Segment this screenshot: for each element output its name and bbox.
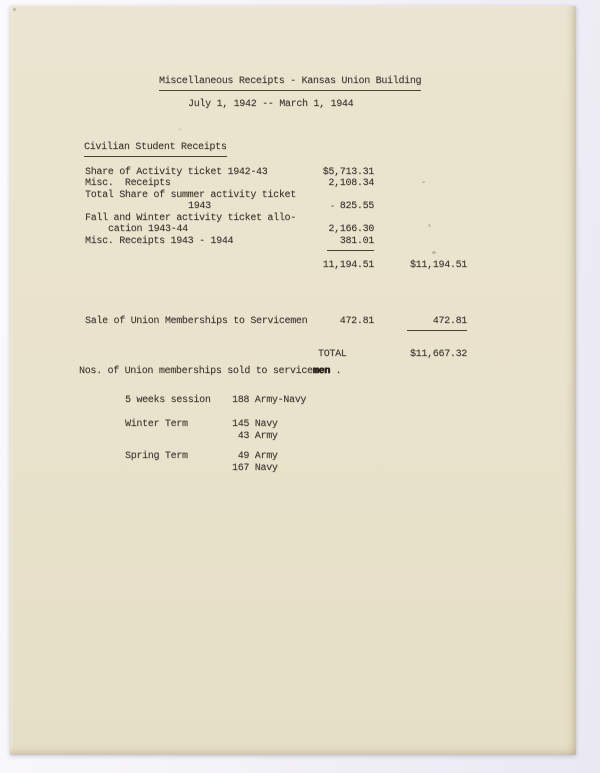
row-amount: 825.55: [339, 201, 374, 212]
paper-speck: [428, 224, 431, 227]
total-amount: $11,667.32: [409, 349, 467, 360]
total-label: TOTAL: [318, 349, 347, 360]
paper-speck: [432, 251, 436, 254]
row-amount: $5,713.31: [322, 167, 374, 178]
sale-row-amount-carried: 472.81: [407, 316, 467, 331]
membership-count: 145 Navy: [232, 419, 278, 430]
membership-count: 188 Army-Navy: [232, 395, 307, 406]
membership-count: 43 Army: [232, 431, 278, 442]
row-label: Total Share of summer activity ticket: [85, 190, 296, 201]
memberships-note: [79, 366, 341, 378]
document-title: Miscellaneous Receipts - Kansas Union Building: [159, 76, 421, 91]
membership-term: 5 weeks session: [125, 395, 211, 406]
sale-row-label: Sale of Union Memberships to Servicemen: [85, 316, 308, 327]
subtotal-amount-carried: $11,194.51: [409, 260, 467, 271]
membership-count: 49 Army: [232, 451, 278, 462]
row-label: Fall and Winter activity ticket allo-: [85, 213, 296, 224]
memberships-note-tail: .: [329, 366, 342, 377]
memberships-note-lead: Nos. of Union memberships sold to service: [79, 366, 313, 377]
paper-speck: [178, 128, 182, 131]
row-label: Misc. Receipts: [85, 178, 171, 189]
sale-row-amount: 472.81: [339, 316, 374, 327]
row-label: Share of Activity ticket 1942-43: [85, 167, 268, 178]
row-label: 1943: [188, 201, 211, 212]
row-amount: 2,108.34: [328, 178, 374, 189]
paper-speck: [422, 181, 425, 183]
membership-term: Winter Term: [125, 419, 188, 430]
row-amount: 2,166.30: [328, 224, 374, 235]
paper-speck: [13, 8, 16, 11]
section-heading: Civilian Student Receipts: [84, 142, 227, 157]
row-amount-underlined: 381.01: [327, 236, 374, 251]
row-label: Misc. Receipts 1943 - 1944: [85, 236, 234, 247]
row-label: cation 1943-44: [108, 224, 188, 235]
memberships-note-emphasis: men: [312, 366, 330, 377]
subtotal-amount: 11,194.51: [322, 260, 374, 271]
scanned-paper: [10, 6, 576, 755]
document-subtitle: July 1, 1942 -- March 1, 1944: [188, 99, 354, 110]
membership-count: 167 Navy: [232, 463, 278, 474]
membership-term: Spring Term: [125, 451, 188, 462]
